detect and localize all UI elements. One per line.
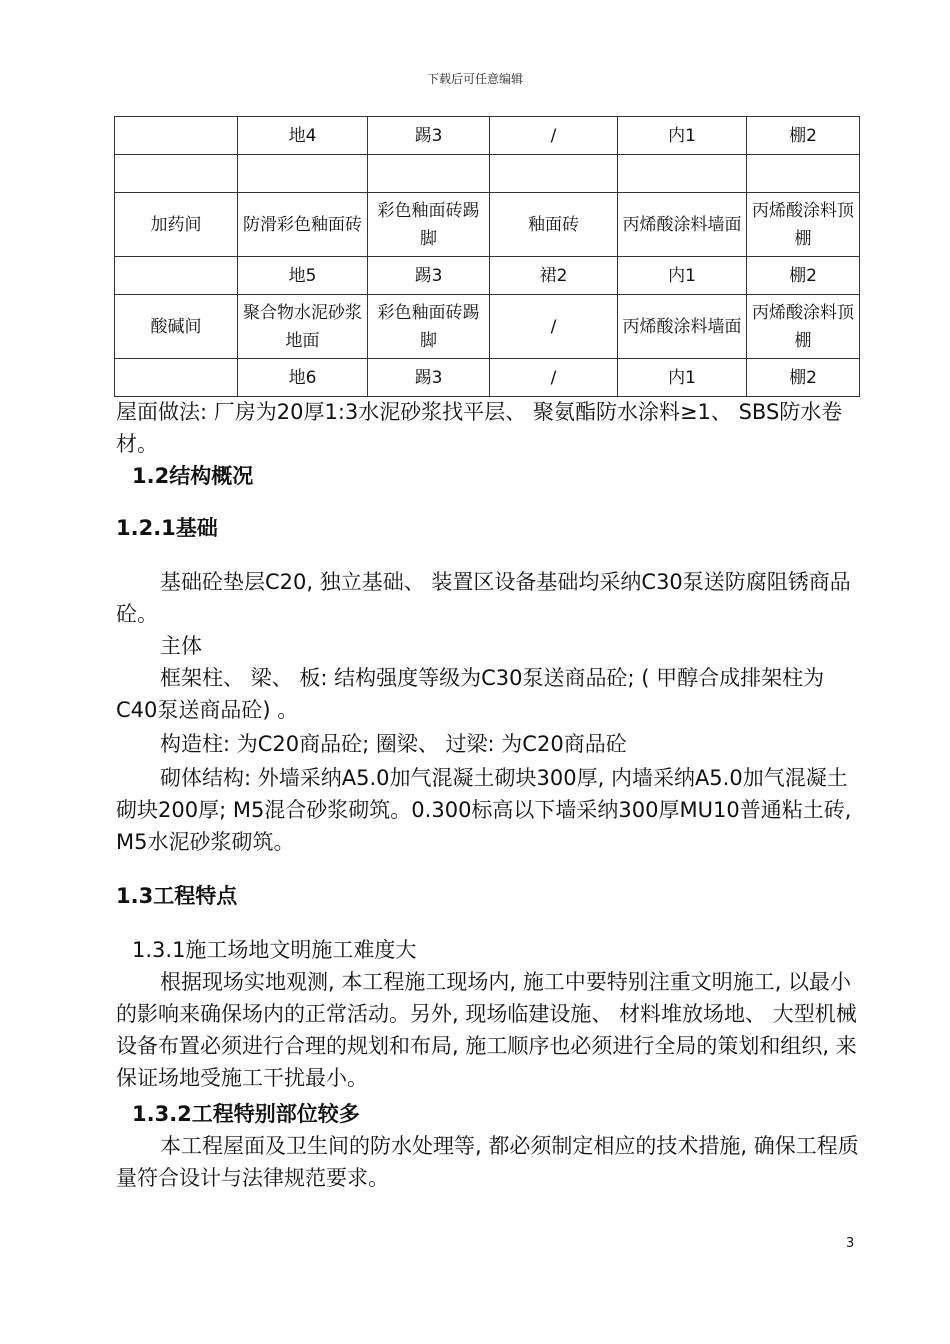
roof-method-text: 屋面做法: 厂房为20厚1:3水泥砂浆找平层、 聚氨酯防水涂料≥1、 SBS防水卷材。 — [116, 400, 843, 456]
table-row — [115, 359, 860, 397]
table-cell: 地4 — [238, 117, 368, 155]
table-cell — [115, 155, 238, 193]
table-cell: 踢3 — [368, 117, 490, 155]
table-cell — [618, 155, 747, 193]
page-number: 3 — [846, 1236, 855, 1251]
foundation-text: 基础砼垫层C20, 独立基础、 装置区设备基础均采纳C30泵送防腐阻锈商品砼。 — [116, 570, 851, 626]
table-cell — [115, 257, 238, 295]
table-cell: / — [490, 359, 618, 397]
table-cell: 棚2 — [747, 117, 860, 155]
table-row — [115, 193, 860, 257]
table-row — [115, 117, 860, 155]
masonry-text: 砌体结构: 外墙采纳A5.0加气混凝土砌块300厚, 内墙采纳A5.0加气混凝土砌块200厚; M5混合砂浆砌筑。0.300标高以下墙采纳300厚MU10普通粘土砖, M5水泥砂浆砌筑。 — [116, 766, 852, 854]
table-cell — [368, 155, 490, 193]
table-cell — [238, 155, 368, 193]
structural-column-text: 构造柱: 为C20商品砼; 圈梁、 过梁: 为C20商品砼 — [160, 732, 627, 756]
table-cell: 聚合物水泥砂浆地面 — [238, 295, 368, 359]
table-cell — [747, 155, 860, 193]
table-cell: 裙2 — [490, 257, 618, 295]
main-structure-label: 主体 — [160, 634, 202, 658]
table-cell: 丙烯酸涂料墙面 — [618, 193, 747, 257]
table-cell: 釉面砖 — [490, 193, 618, 257]
table-cell: 内1 — [618, 359, 747, 397]
table-cell: 加药间 — [115, 193, 238, 257]
site-text: 根据现场实地观测, 本工程施工现场内, 施工中要特别注重文明施工, 以最小的影响来确保场内的正常活动。另外, 现场临建设施、 材料堆放场地、 大型机械设备布置必须进行合理的规划和布局, 施工顺序也必须进行全局的策划和组织, 来保证场地受施工干扰最小。 — [116, 970, 857, 1090]
section-heading-1-3-2: 1.3.2工程特别部位较多 — [132, 1102, 360, 1126]
table-cell: 彩色釉面砖踢脚 — [368, 295, 490, 359]
table-cell — [115, 117, 238, 155]
section-heading-1-3: 1.3工程特点 — [116, 884, 238, 908]
section-heading-1-2-1: 1.2.1基础 — [116, 516, 218, 540]
table-row — [115, 155, 860, 193]
table-cell: 棚2 — [747, 359, 860, 397]
table-cell: 酸碱间 — [115, 295, 238, 359]
table-cell: 踢3 — [368, 359, 490, 397]
table-cell: 内1 — [618, 117, 747, 155]
section-heading-1-3-1: 1.3.1施工场地文明施工难度大 — [132, 938, 417, 962]
table-cell: 地5 — [238, 257, 368, 295]
waterproof-text: 本工程屋面及卫生间的防水处理等, 都必须制定相应的技术措施, 确保工程质量符合设计与法律规范要求。 — [116, 1134, 859, 1190]
frame-text: 框架柱、 梁、 板: 结构强度等级为C30泵送商品砼; ( 甲醇合成排架柱为C40泵送商品砼) 。 — [116, 666, 825, 722]
table-cell: 防滑彩色釉面砖 — [238, 193, 368, 257]
table-cell: 丙烯酸涂料墙面 — [618, 295, 747, 359]
table-cell: 彩色釉面砖踢脚 — [368, 193, 490, 257]
table-cell: / — [490, 117, 618, 155]
table-cell — [490, 155, 618, 193]
table-cell: 丙烯酸涂料顶棚 — [747, 295, 860, 359]
table-cell: 丙烯酸涂料顶棚 — [747, 193, 860, 257]
table-cell: 踢3 — [368, 257, 490, 295]
table-row — [115, 295, 860, 359]
table-cell: 地6 — [238, 359, 368, 397]
table-cell: 内1 — [618, 257, 747, 295]
table-cell — [115, 359, 238, 397]
table-cell: 棚2 — [747, 257, 860, 295]
table-cell: / — [490, 295, 618, 359]
section-heading-1-2: 1.2结构概况 — [132, 464, 254, 488]
table-row — [115, 257, 860, 295]
page-header: 下载后可任意编辑 — [426, 72, 523, 86]
finish-schedule-table — [114, 116, 860, 397]
